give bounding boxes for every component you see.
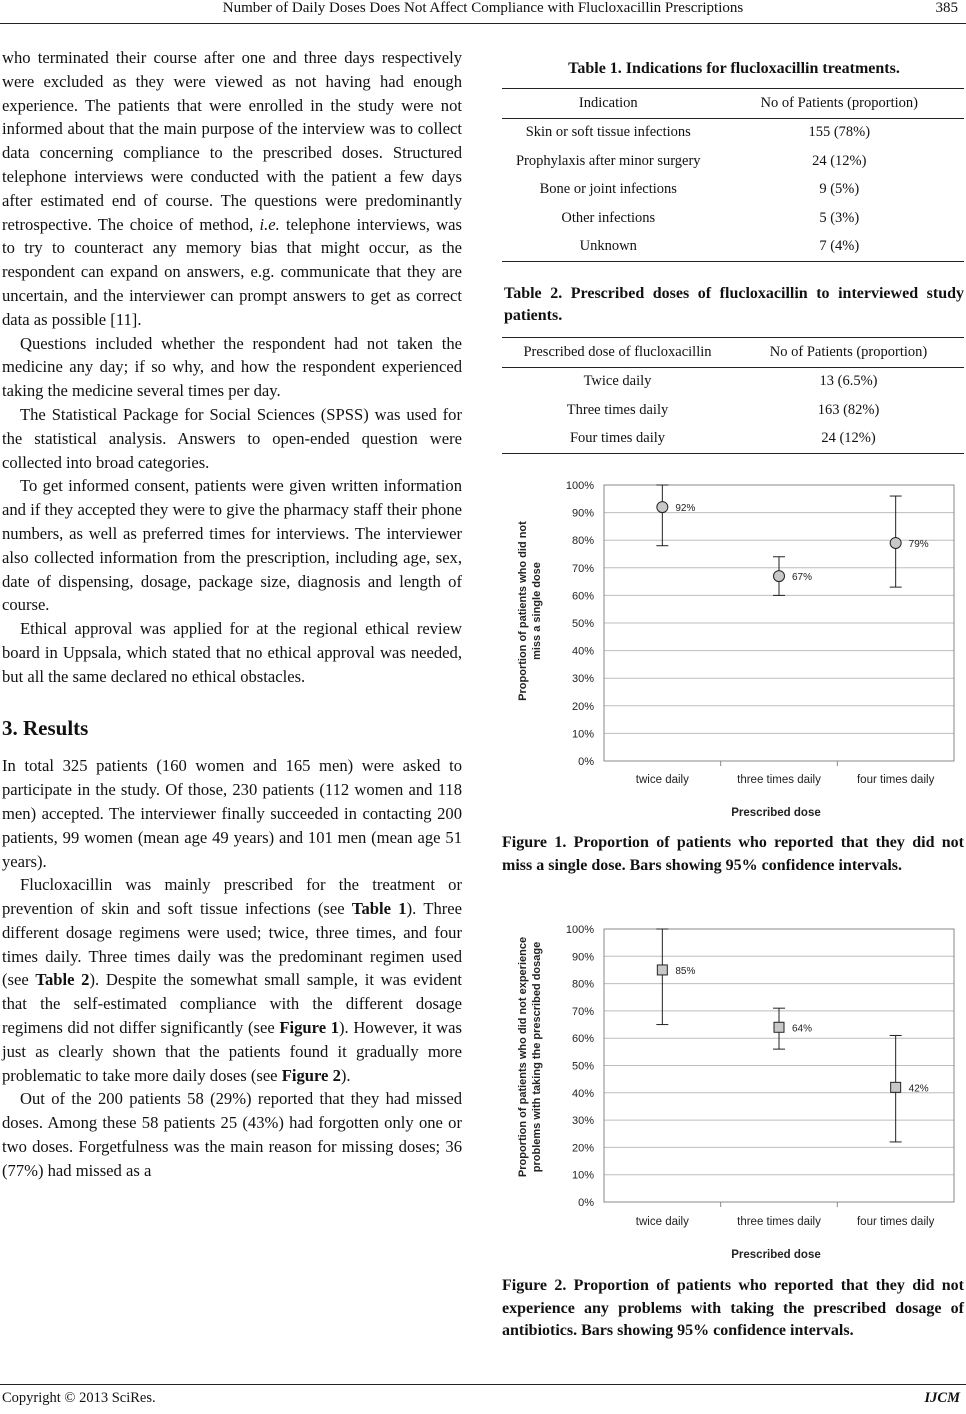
table-cell: 24 (12%)	[733, 425, 964, 454]
figure2-caption: Figure 2. Proportion of patients who reported that they did not experience any problems with taking the prescribed dosage of antibiotics. Bars showing 95% confidence intervals.	[502, 1277, 964, 1339]
section-heading: 3. Results	[2, 715, 89, 740]
y-tick-label: 90%	[571, 507, 594, 520]
table-cell: 9 (5%)	[819, 181, 860, 198]
paragraph: The Statistical Package for Social Sciences (SPSS) was used for the statistical analysis. Answers to open-ended question were collected into broad categories.	[2, 404, 462, 472]
y-tick-label: 50%	[571, 1060, 594, 1073]
data-point	[657, 965, 667, 975]
table-cell: 24 (12%)	[812, 152, 867, 169]
table-cell: 7 (4%)	[715, 233, 964, 262]
x-tick-label: three times daily	[737, 774, 821, 786]
table-cell: Other infections	[561, 209, 656, 226]
table-row	[502, 176, 964, 205]
y-tick-label: 60%	[571, 1033, 594, 1046]
figure1-chart	[502, 470, 964, 830]
chart-ylabel-line1: Proportion of patients who did not	[517, 521, 529, 701]
footer-rule	[0, 1384, 966, 1385]
chart-gridlines	[604, 485, 954, 761]
y-tick-label: 20%	[571, 1142, 594, 1155]
data-label: 92%	[675, 503, 696, 515]
chart-ylabel	[517, 937, 543, 1177]
data-label: 67%	[792, 572, 813, 584]
table-cell: 13 (6.5%)	[819, 373, 878, 390]
left-column	[2, 46, 462, 1183]
paragraph: To get informed consent, patients were given written information and if they accepted they were to give the pharmacy staff their phone numbers, as well as preferred times for interviews. The interviewer also collected information from the prescription, including age, sex, date of dispensing, dosage, package size, diagnosis and length of course.	[2, 476, 462, 615]
data-point	[774, 1022, 784, 1032]
figure-reference-link[interactable]: Figure 1	[279, 1018, 340, 1038]
table-header-cell: Indication	[502, 89, 715, 119]
paragraph: Questions included whether the respondent had not taken the medicine any day; if so why, and how the respondent experienced taking the medicine several times per day.	[2, 333, 462, 401]
chart-xticks	[636, 761, 935, 786]
chart-error-bars	[656, 929, 901, 1142]
y-tick-label: 30%	[571, 673, 594, 686]
table-reference-link[interactable]: Table 1	[351, 899, 407, 919]
table-header-cell: No of Patients (proportion)	[733, 338, 964, 368]
paragraph-text: telephone interviews, was to try to counteract any memory bias that might occur, as the respondent can expand on answers, e.g. communicate that they are uncertain, and the interviewer can prompt answers to get as correct data as possible [11].	[2, 214, 462, 329]
paragraph-text: who terminated their course after one and three days respectively were excluded as they were viewed as not having had enough experience. The patients that were enrolled in the study were not informed about that the main purpose of the interview was to collect data concerning compliance to the prescribed doses. Structured telephone interviews were conducted with the patient a few days after estimated end of course. The questions were predominantly retrospective. The choice of method,	[2, 48, 462, 234]
copyright-text: Copyright © 2013 SciRes.	[2, 1390, 156, 1406]
table-row	[502, 233, 964, 262]
figure-reference-link[interactable]: Figure 2	[281, 1065, 341, 1085]
data-point	[890, 537, 901, 548]
y-tick-label: 10%	[571, 728, 594, 741]
y-tick-label: 10%	[571, 1169, 594, 1182]
journal-abbrev: IJCM	[924, 1390, 960, 1406]
data-point	[657, 502, 668, 513]
chart-ylabel-line2: miss a single dose	[531, 562, 543, 660]
data-point	[891, 1082, 901, 1092]
table-header-row	[502, 89, 964, 119]
table-cell: Three times daily	[566, 401, 669, 418]
y-tick-label: 70%	[571, 1005, 594, 1018]
paragraph-text: Flucloxacillin was mainly prescribed for the treatment or prevention of skin and soft tissue infections (see	[2, 875, 462, 919]
table-cell: Twice daily	[583, 373, 652, 390]
y-tick-label: 70%	[571, 562, 594, 575]
table-cell: Four times daily	[502, 425, 733, 454]
page-number: 385	[935, 0, 958, 16]
data-label: 64%	[792, 1023, 813, 1035]
chart-gridlines	[604, 929, 954, 1202]
table1	[502, 88, 964, 262]
y-tick-label: 0%	[578, 1197, 594, 1209]
data-point	[774, 571, 785, 582]
table-cell: 5 (3%)	[819, 209, 860, 226]
y-tick-label: 20%	[571, 700, 594, 713]
table2	[502, 337, 964, 454]
chart-yticks	[566, 480, 594, 768]
y-tick-label: 40%	[571, 1087, 594, 1100]
y-tick-label: 50%	[571, 618, 594, 630]
table-header-row	[502, 338, 964, 368]
y-tick-label: 100%	[565, 924, 594, 936]
table-reference-link[interactable]: Table 2	[35, 970, 90, 990]
running-title: Number of Daily Doses Does Not Affect Compliance with Flucloxacillin Prescriptions	[222, 0, 744, 16]
x-tick-label: twice daily	[635, 774, 689, 786]
paragraph: In total 325 patients (160 women and 165 men) were asked to participate in the study. Of those, 230 patients (112 women and 118 men) accepted. The interviewer finally succeeded in contacting 200 patients, 99 women (mean age 49 years) and 101 men (mean age 51 years).	[2, 756, 462, 871]
paragraph-text: ). Despite the somewhat small sample, it was evident that the self-estimated compliance with the different dosage regimens did not differ significantly (see	[2, 970, 462, 1038]
y-tick-label: 0%	[578, 756, 594, 768]
y-tick-label: 90%	[571, 951, 594, 964]
y-tick-label: 80%	[571, 535, 594, 548]
chart-ylabel-line1: Proportion of patients who did not experience	[517, 936, 529, 1178]
chart-ylabel-line2: problems with taking the prescribed dosage	[531, 941, 543, 1173]
header-rule	[0, 23, 966, 24]
table-header-cell: Prescribed dose of flucloxacillin	[502, 338, 733, 368]
data-label: 42%	[908, 1083, 929, 1095]
data-label: 85%	[675, 965, 696, 977]
table2-caption: Table 2. Prescribed doses of flucloxacillin to interviewed study patients.	[504, 285, 964, 324]
chart-yticks	[566, 924, 594, 1209]
table-row	[502, 118, 964, 147]
table-cell: Unknown	[502, 233, 715, 262]
chart-xlabel: Prescribed dose	[731, 807, 821, 819]
running-header	[0, 0, 966, 22]
table-cell: Skin or soft tissue infections	[525, 124, 691, 141]
paragraph: Out of the 200 patients 58 (29%) reported that they had missed doses. Among these 58 patients 25 (43%) had forgotten only one or two doses. Forgetfulness was the main reason for missing doses; 36 (77%) had missed as a	[2, 1089, 462, 1180]
paragraph-text: ). Three different dosage regimens were used; twice, three times, and four times daily. Three times daily was the predominant regimen used (see	[2, 899, 463, 990]
italic-ie: i.e.	[259, 214, 280, 234]
y-tick-label: 40%	[571, 645, 594, 658]
table-row	[502, 367, 964, 396]
y-tick-label: 60%	[571, 590, 594, 603]
paragraph: Ethical approval was applied for at the regional ethical review board in Uppsala, which stated that no ethical approval was needed, but all the same declared no ethical obstacles.	[2, 619, 462, 686]
table-cell: 155 (78%)	[808, 124, 871, 141]
table-row	[502, 147, 964, 176]
table-row	[502, 204, 964, 233]
table-row	[502, 425, 964, 454]
table-cell: 163 (82%)	[817, 401, 880, 418]
table-cell: Prophylaxis after minor surgery	[515, 152, 701, 169]
x-tick-label: four times daily	[856, 774, 935, 786]
table-row	[502, 396, 964, 425]
y-tick-label: 30%	[571, 1115, 594, 1128]
paragraph-text: ). However, it was just as clearly shown that the patients found it gradually more problematic to take more daily doses (see	[2, 1018, 462, 1085]
x-tick-label: three times daily	[737, 1216, 821, 1228]
table1-caption: Table 1. Indications for flucloxacillin treatments.	[568, 60, 900, 77]
chart-value-labels	[675, 966, 928, 1094]
x-tick-label: twice daily	[635, 1216, 689, 1228]
chart-xticks	[636, 1202, 935, 1228]
paragraph	[2, 46, 462, 332]
data-label: 79%	[908, 538, 929, 550]
paragraph-text: ).	[340, 1065, 351, 1085]
figure2-chart	[502, 912, 964, 1267]
figure1-caption: Figure 1. Proportion of patients who reported that they did not miss a single dose. Bars showing 95% confidence intervals.	[502, 834, 964, 874]
paragraph	[2, 873, 462, 1087]
chart-xlabel: Prescribed dose	[731, 1249, 821, 1261]
y-tick-label: 80%	[571, 978, 594, 991]
table-header-cell: No of Patients (proportion)	[715, 89, 964, 119]
x-tick-label: four times daily	[856, 1216, 935, 1228]
y-tick-label: 100%	[565, 480, 594, 492]
chart-ylabel	[517, 521, 543, 701]
table-cell: Bone or joint infections	[539, 181, 677, 198]
